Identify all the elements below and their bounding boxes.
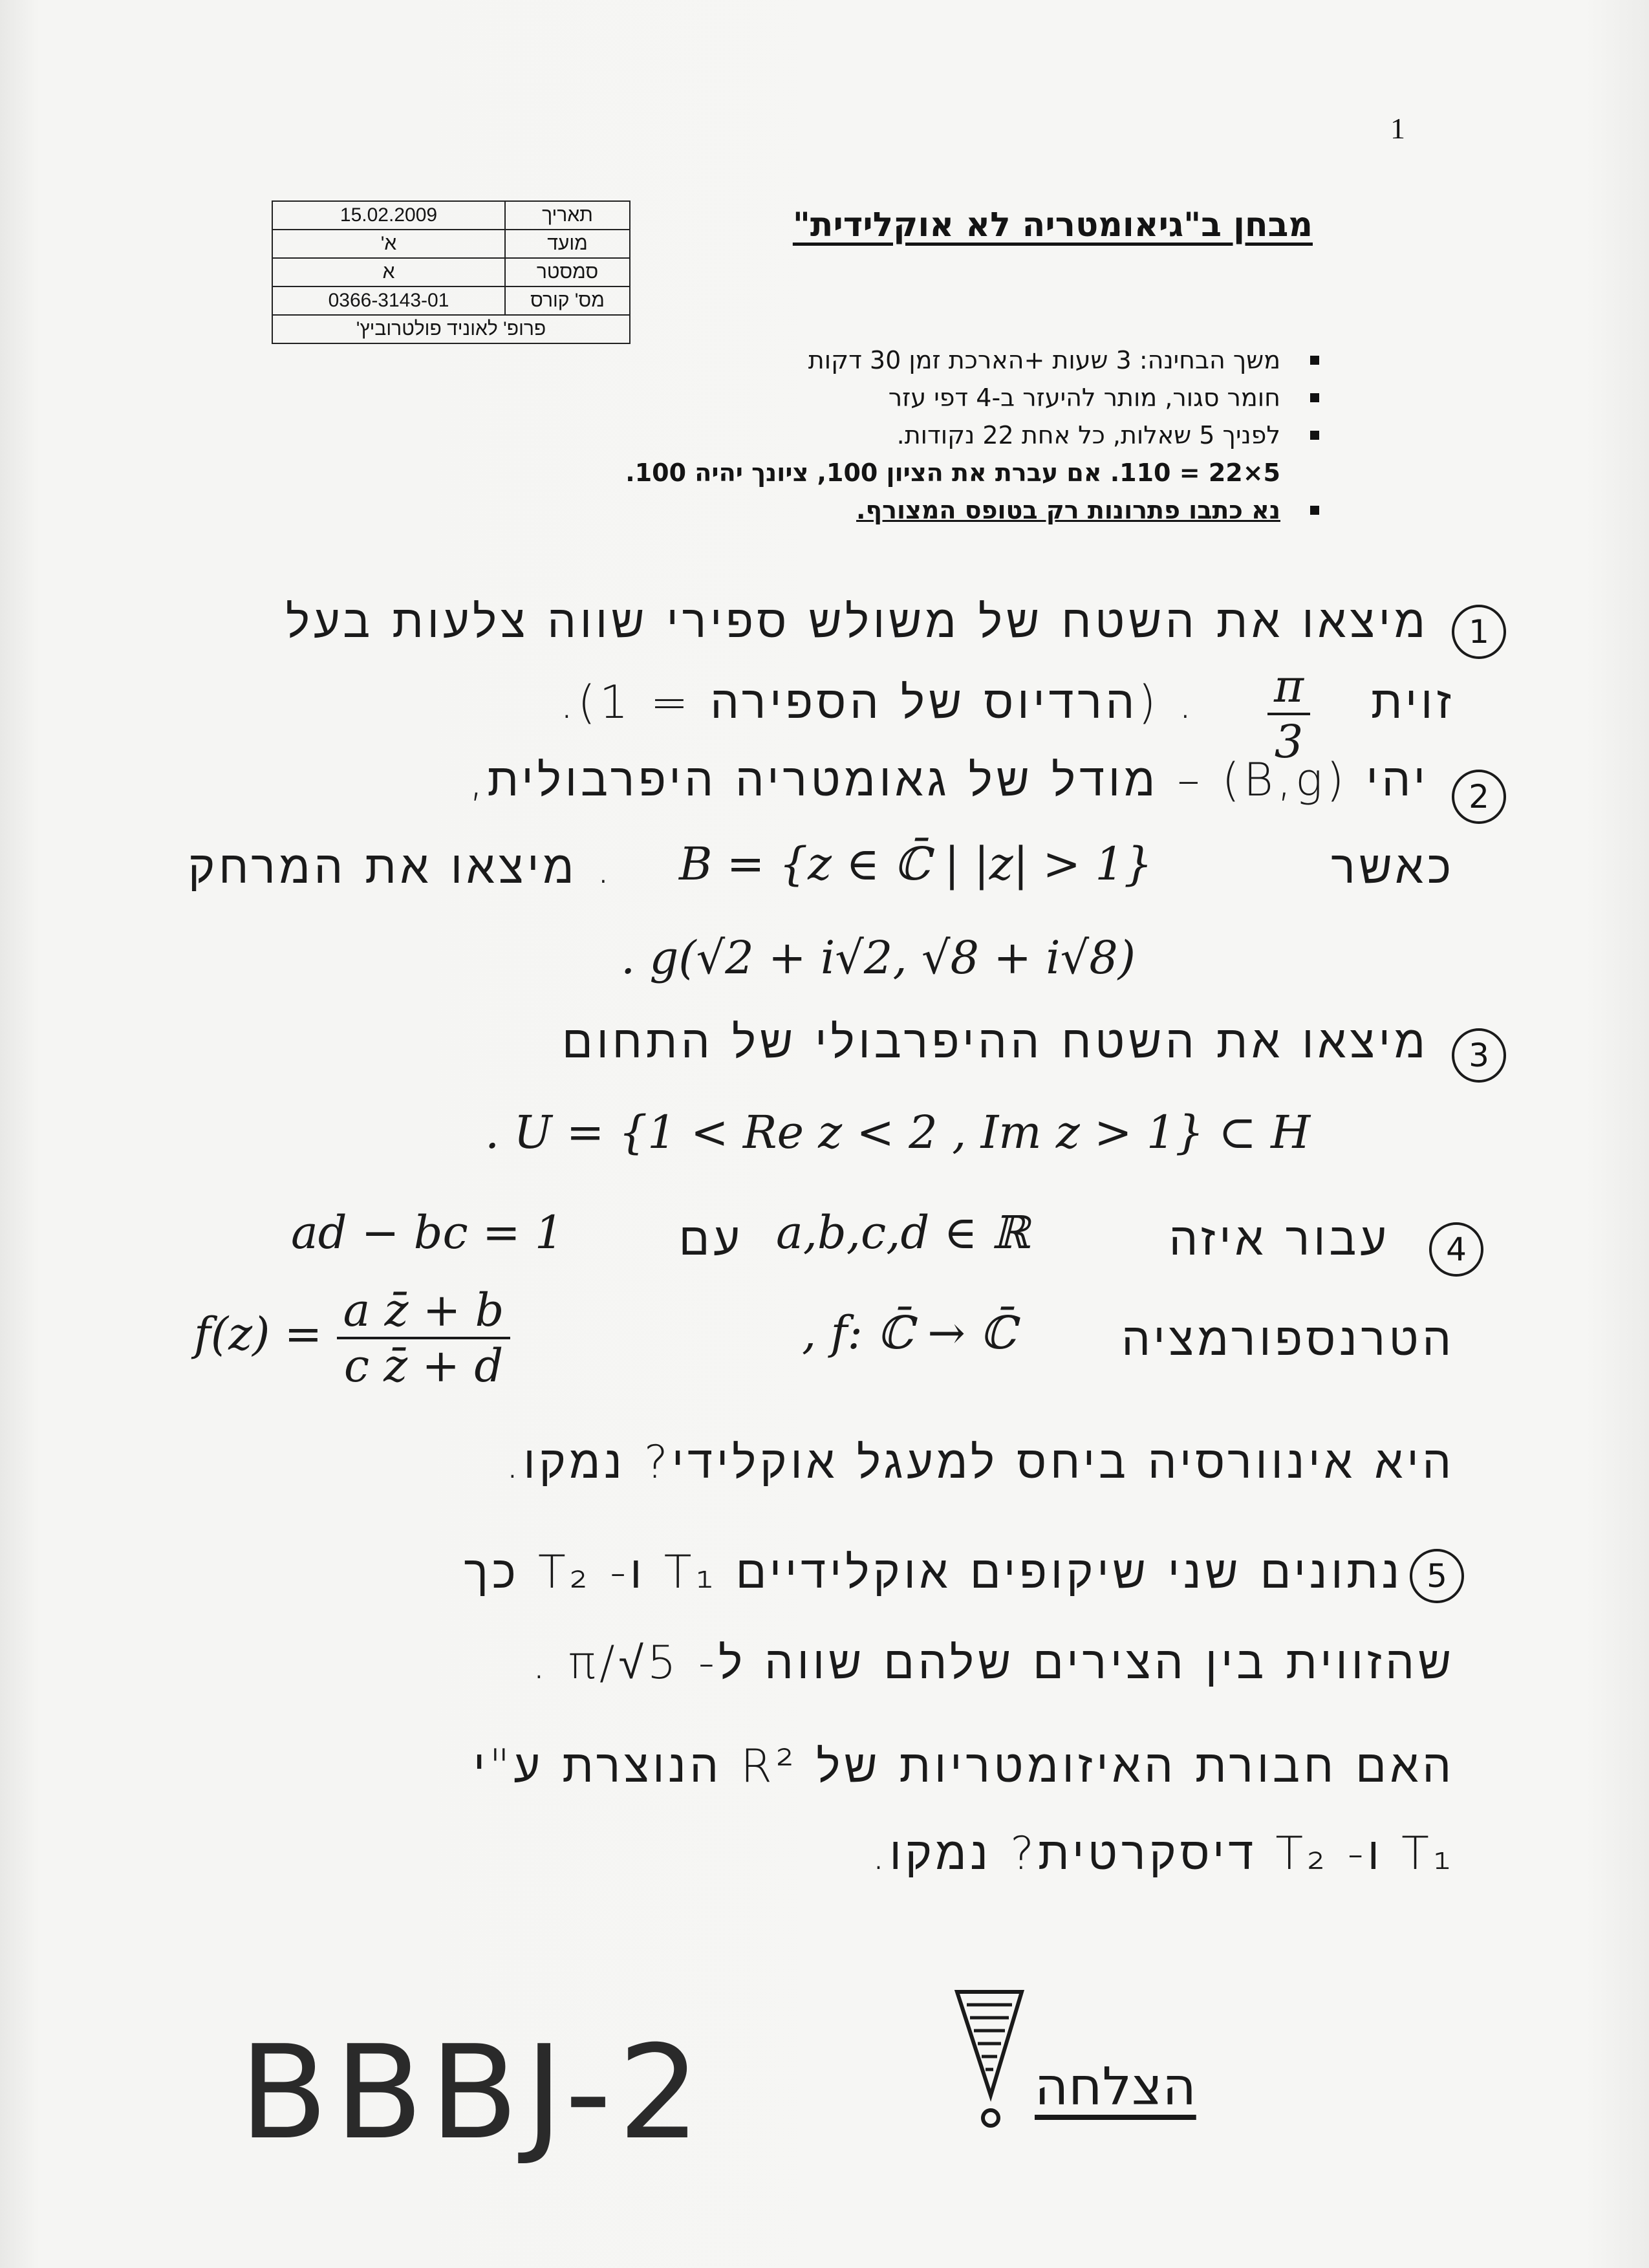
list-item [349, 379, 1319, 416]
instruction-text: חומר סגור, מותר להיעזר ב-4 דפי עזר [888, 383, 1280, 412]
good-luck-text: הצלחה [1035, 2057, 1196, 2117]
exam-title: מבחן ב"גיאומטריה לא אוקלידית" [792, 206, 1313, 244]
q1-fraction [1267, 660, 1310, 768]
q2-line3: . g(√2 + i√2, √8 + i√8) [621, 931, 1136, 984]
q5-line2: שהזווית בין הצירים שלהם שווה ל- π/√5 . [532, 1636, 1455, 1689]
table-row [272, 230, 630, 258]
q1-line2-b: . (הרדיוס של הספירה = 1). [559, 676, 1196, 729]
lecturer-name: פרופ' לאוניד פולטרוביץ' [272, 315, 630, 343]
table-row [272, 286, 630, 315]
info-value: 0366-3143-01 [272, 286, 505, 315]
bullet-icon [1310, 506, 1319, 515]
page-number: 1 [1390, 112, 1405, 145]
list-item [349, 491, 1319, 529]
info-value: א [272, 258, 505, 286]
question-number-1: 1 [1452, 605, 1506, 659]
q2-line2-a: כאשר [1331, 841, 1455, 894]
q1-line1: מיצאו את השטח של משולש ספירי שווה צלעות בעל [285, 595, 1429, 648]
q2-line2-b: . מיצאו את המרחק [188, 841, 614, 894]
instruction-text: 5×22 = 110. אם עברת את הציון 100, ציונך יהיה 100. [625, 459, 1280, 487]
bullet-icon [1310, 356, 1319, 365]
info-value: 15.02.2009 [272, 201, 505, 230]
exam-info-table [272, 200, 630, 344]
q1-line2-a: זוית [1371, 676, 1455, 729]
q4-formula [194, 1284, 510, 1392]
q4-line2-a: הטרנספורמציה [1121, 1313, 1455, 1366]
list-item [349, 416, 1319, 454]
bullet-icon [1310, 431, 1319, 440]
q5-line3: האם חבורת האיזומטריות של R² הנוצרת ע"י [473, 1740, 1455, 1793]
list-item [349, 341, 1319, 379]
info-label: מועד [505, 230, 630, 258]
q4-f-den: c z̄ + d [343, 1339, 504, 1392]
instruction-text: לפניך 5 שאלות, כל אחת 22 נקודות. [896, 421, 1280, 449]
exclamation-icon [951, 1985, 1028, 2134]
info-label: תאריך [505, 201, 630, 230]
question-number-2: 2 [1452, 770, 1506, 824]
exam-code-stamp: BBBJ-2 [239, 2018, 707, 2168]
q4-line1-b: a,b,c,d ∈ ℝ [776, 1206, 1029, 1259]
instruction-text: נא כתבו פתרונות רק בטופס המצורף. [856, 496, 1280, 524]
q4-f-num: a z̄ + b [337, 1284, 511, 1339]
instructions-list [349, 341, 1319, 529]
q4-line1-d: ad − bc = 1 [291, 1206, 564, 1259]
q3-line1: מיצאו את השטח ההיפרבולי של התחום [562, 1015, 1429, 1068]
instruction-text: משך הבחינה: 3 שעות +הארכת זמן 30 דקות [808, 346, 1280, 374]
q1-frac-den: 3 [1274, 715, 1304, 768]
table-row [272, 315, 630, 343]
q5-line4: T₁ ו- T₂ דיסקרטית? נמקו. [871, 1827, 1455, 1880]
q4-line1-c: עם [678, 1213, 744, 1266]
info-value: א' [272, 230, 505, 258]
bullet-icon [1310, 393, 1319, 402]
q4-line3: היא אינוורסיה ביחס למעגל אוקלידי? נמקו. [505, 1436, 1455, 1489]
info-label: מס' קורס [505, 286, 630, 315]
q4-f-lhs: f(z) = [194, 1308, 323, 1361]
q2-line1: יהי (B,g) – מודל של גאומטריה היפרבולית, [469, 753, 1429, 806]
q4-line1-a: עבור איזה [1169, 1213, 1390, 1266]
question-number-3: 3 [1452, 1028, 1506, 1083]
q5-line1: נתונים שני שיקופים אוקלידיים T₁ ו- T₂ כך [464, 1546, 1403, 1599]
question-number-4: 4 [1429, 1222, 1483, 1277]
info-label: סמסטר [505, 258, 630, 286]
question-number-5: 5 [1410, 1549, 1464, 1603]
q3-line2: . U = {1 < Re z < 2 , Im z > 1} ⊂ H [485, 1106, 1311, 1159]
q2-set: B = {z ∈ ℂ̄ | |z| > 1} [679, 837, 1153, 891]
q1-frac-num: π [1267, 660, 1310, 715]
list-item [349, 454, 1319, 491]
table-row [272, 201, 630, 230]
table-row [272, 258, 630, 286]
q4-line2-b: , f: ℂ̄ → ℂ̄ [802, 1306, 1016, 1359]
